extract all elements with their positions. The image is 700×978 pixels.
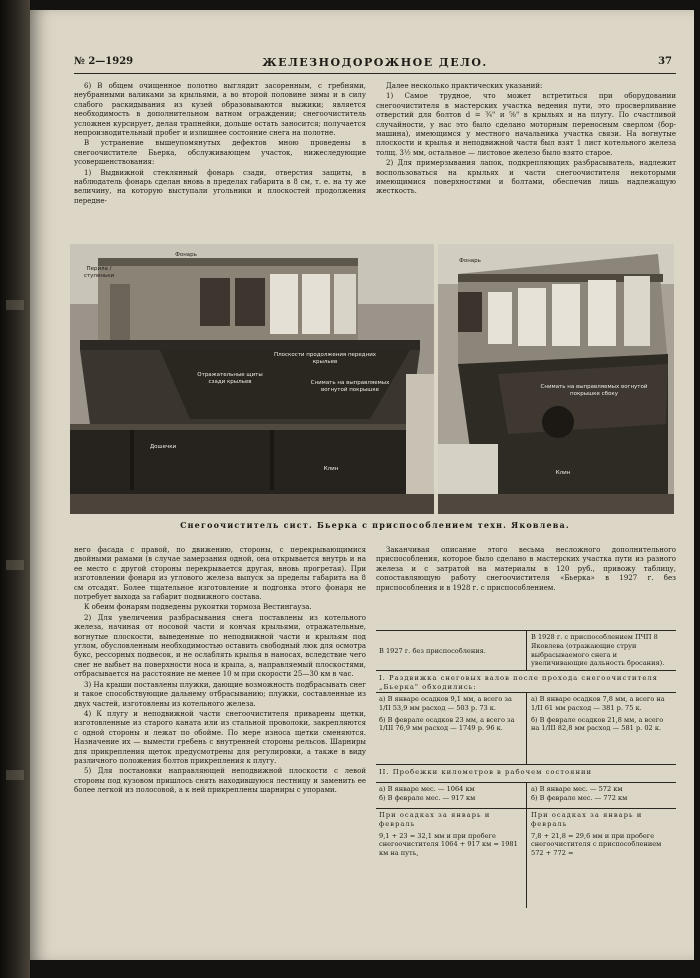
- paragraph: В устранение вышеупомянутых дефектов мною проведены в снегоочистителе Бьерка, обслуживающем участок, нижеследующие усовершенствования:: [74, 139, 366, 167]
- label-wedge: Клин: [323, 466, 339, 472]
- text-column-right-bottom: [376, 546, 676, 632]
- text-column-left-top: [74, 82, 366, 242]
- comparison-table: [376, 630, 676, 930]
- label-lattice: Дошечки: [149, 444, 177, 450]
- label-lamp-front: Фонарь: [459, 258, 481, 264]
- table-cell: [528, 693, 676, 735]
- paragraph: Заканчивая описание этого весьма несложного дополнительного приспособления, которое было сделано в мастерских участка пути из разного железа и с затратой на материалы в 120 руб., привожу таблицу, сопоставляющую работу снегоочистителя «Бьерка» в 1927 г. без приспособления и в 1928 г. с приспособлением.: [376, 546, 676, 592]
- label-guard-center: Плоскости продолжения передних крыльев: [273, 352, 377, 365]
- label-guard-left: Отражательные щиты сзади крыльев: [197, 372, 263, 385]
- cell-line: а) В январе осадков 7,8 мм, а всего на 1/II 61 мм расход — 381 р. 75 к.: [531, 695, 665, 712]
- text-column-left-bottom: [74, 546, 366, 926]
- paragraph: 5) Для постановки направляющей неподвижной плоскости с левой стороны под кузовом пришлось снять находившуюся лестницу и заменить ее более легкой из полосовой, а к ней прикреплены шарниры с упорами.: [74, 767, 366, 795]
- table-cell: [376, 693, 526, 735]
- binding-mark: [6, 770, 24, 780]
- table-cell: [528, 783, 676, 805]
- cell-line: б) В феврале мес. — 917 км: [379, 793, 476, 802]
- paragraph: 6) В общем очищенное полотно выглядит засоренным, с гребнями, неубранными валиками за крыльями, а во второй половине зимы и в силу слабого раскидывания из кузей образовываются выжики; является необходимость в дополнительном ватном ограждении; снегоочиститель усложнен курсирует, делая трапнейки, дольше остать заносится; получается непроизводительный пробег и излишнее состояние снега на полотне.: [74, 82, 366, 138]
- figure-caption: Снегоочиститель сист. Бьерка с приспособлением техн. Яковлева.: [180, 520, 570, 530]
- cell-heading: При осадках за январь и февраль: [379, 811, 491, 828]
- label-note-front: Снимать на выправляемых вогнутой покрышке сбоку: [540, 384, 648, 397]
- table-section-1: I. Раздвижка снеговых валов после прохода снегоочистителя „Бьерка" обходились:: [379, 674, 658, 691]
- cell-line: б) В феврале осадков 23 мм, а всего за 1/III 76,9 мм расход — 1749 р. 96 к.: [379, 715, 515, 733]
- table-cell: [376, 809, 526, 860]
- table-header-1928: В 1928 г. с приспособлением ПЧП 8 Яковлева (отражающие струи выбрасываемого снега и увеличивающие дальность бросания).: [531, 633, 665, 668]
- table-row: [376, 692, 676, 764]
- paragraph: 1) Выдвижной стеклянный фонарь сзади, отверстия защиты, в наблюдатель фонарь сделан вновь в пределах габарита в 8 см, т. е. на ту же величину, на которую выступали угольники и плоскостей продолжения передне-: [74, 168, 366, 205]
- page-header: [74, 56, 676, 74]
- table-cell: [528, 809, 676, 860]
- table-section-row: [376, 764, 676, 782]
- paragraph: Далее несколько практических указаний:: [386, 82, 543, 90]
- paragraph: 3) На крыши поставлены плужки, дающие возможность подбрасывать снег и такое способствующие дальнему отбрасыванию; плужки, составленные из двух частей, изготовлены из котельного железа.: [74, 680, 366, 708]
- snowplow-photo-front: [438, 244, 674, 514]
- journal-page: [30, 10, 694, 960]
- snowplow-photo-side: [70, 244, 434, 514]
- label-railing: Перила / ступеньки: [83, 266, 115, 279]
- table-row: [376, 782, 676, 808]
- paragraph: 4) К плугу и неподвижной части снегоочистителя приварены щетки, изготовленные из старого каната или из стальной проволоки, закрепляются с одной стороны и лежат по обойме. По мере износа щетки сменяются. Назначение их — вымести гребень с внутренней стороны рельсов. Шарниры для прикрепления щеток предусмотрены для регулировки, а также в виду различного положения болтов прикрепления к плугу.: [74, 709, 366, 765]
- journal-title: ЖЕЛЕЗНОДОРОЖНОЕ ДЕЛО.: [262, 56, 488, 69]
- text-column-right-top: [376, 82, 676, 242]
- paragraph: 1) Самое трудное, что может встретиться при оборудовании снегоочистителя в мастерских участка ведения пути, это просверливание отверстий для болтов d = ¾" и ⅝" в крыльях и на плугу. По счастливой случайности, у нас это было сделано моторным переносным сверлом (бор-машина), имеющимся у местного начальника участка связи. На вогнутые плоскости и крылья и неподвижной частя был взят 1 лист котельного железа толщ. 3½ мм, остальное — листовое железо было взято старое.: [376, 92, 676, 157]
- table-header-1927: В 1927 г. без приспособления.: [379, 647, 486, 655]
- label-lamp: Фонарь: [175, 252, 197, 258]
- table-section-row: [376, 670, 676, 692]
- cell-line: а) В январе осадков 9,1 мм, а всего за 1/II 53,9 мм расход — 503 р. 73 к.: [379, 695, 512, 712]
- cell-line: а) В январе мес. — 572 км: [531, 785, 623, 793]
- label-note-center: Снимать на выправляемых вогнутой покрышке: [310, 380, 390, 393]
- table-header-row: [376, 630, 676, 670]
- paragraph: К обеим фонарям подведены рукоятки тормоза Вестингауза.: [84, 603, 312, 612]
- cell-line: 9,1 + 23 = 32,1 мм и при пробеге снегоочистителя 1064 + 917 км = 1981 км на путь,: [379, 831, 518, 858]
- paragraph: 2) Для увеличения разбрасывания снега поставлены из котельного железа, начиная от носовой части и кончая крыльями, отражательные, вогнутые плоскости, выведенные по неподвижной части и крыльям под углом, обусловленным необходимостью оставить свободный люк для осмотра букс, рессорных подвесок, и не ослаблять крылья в наносах, вследствие чего снег не выбьет на поверхности носа и крыла, а, направляемый плоскостями, отбрасывается на расстояние не менее 10 м при скорости 25—30 км в час.: [74, 613, 366, 679]
- cell-line: б) В феврале мес. — 772 км: [531, 793, 628, 802]
- cell-line: б) В феврале осадков 21,8 мм, а всего на 1/III 82,8 мм расход — 581 р. 02 к.: [531, 715, 664, 733]
- label-wedge-front: Клин: [555, 470, 571, 476]
- table-section-2: II. Пробежки километров в рабочем состоянии: [379, 768, 593, 776]
- binding-mark: [6, 560, 24, 570]
- book-binding: [0, 0, 30, 978]
- cell-heading: При осадках за январь и февраль: [531, 811, 643, 828]
- paragraph: 2) Для примерзывания лапок, подкрепляющих разбрасыватель, надлежит воспользоваться на крыльях и части снегоочистителя некоторыми имеющимися поверхностями и болтами, обеспечив лишь надлежащую жесткость.: [376, 159, 676, 196]
- paragraph: него фасада с правой, по движению, стороны, с перекрывающимися двойными рамами (в случае замерзания одной, она открывается внутрь и на ее место с другой стороны перекрывается другая, вновь прогретая). При изготовлении фонаря из углового железа выпуск за пределы габарита на 8 см отсадят. Более тщательное изготовление и подгонка этого фонаря не потребует выхода за габарит подвижного состава.: [74, 546, 366, 602]
- binding-mark: [6, 300, 24, 310]
- issue-number: № 2—1929: [74, 56, 134, 67]
- cell-line: а) В январе мес. — 1064 км: [379, 785, 475, 793]
- table-cell: [376, 783, 526, 805]
- table-row: [376, 808, 676, 908]
- cell-line: 7,8 + 21,8 = 29,6 мм и при пробеге снегоочистителя с приспособлением 572 + 772 =: [531, 831, 662, 858]
- page-number: 37: [658, 56, 672, 67]
